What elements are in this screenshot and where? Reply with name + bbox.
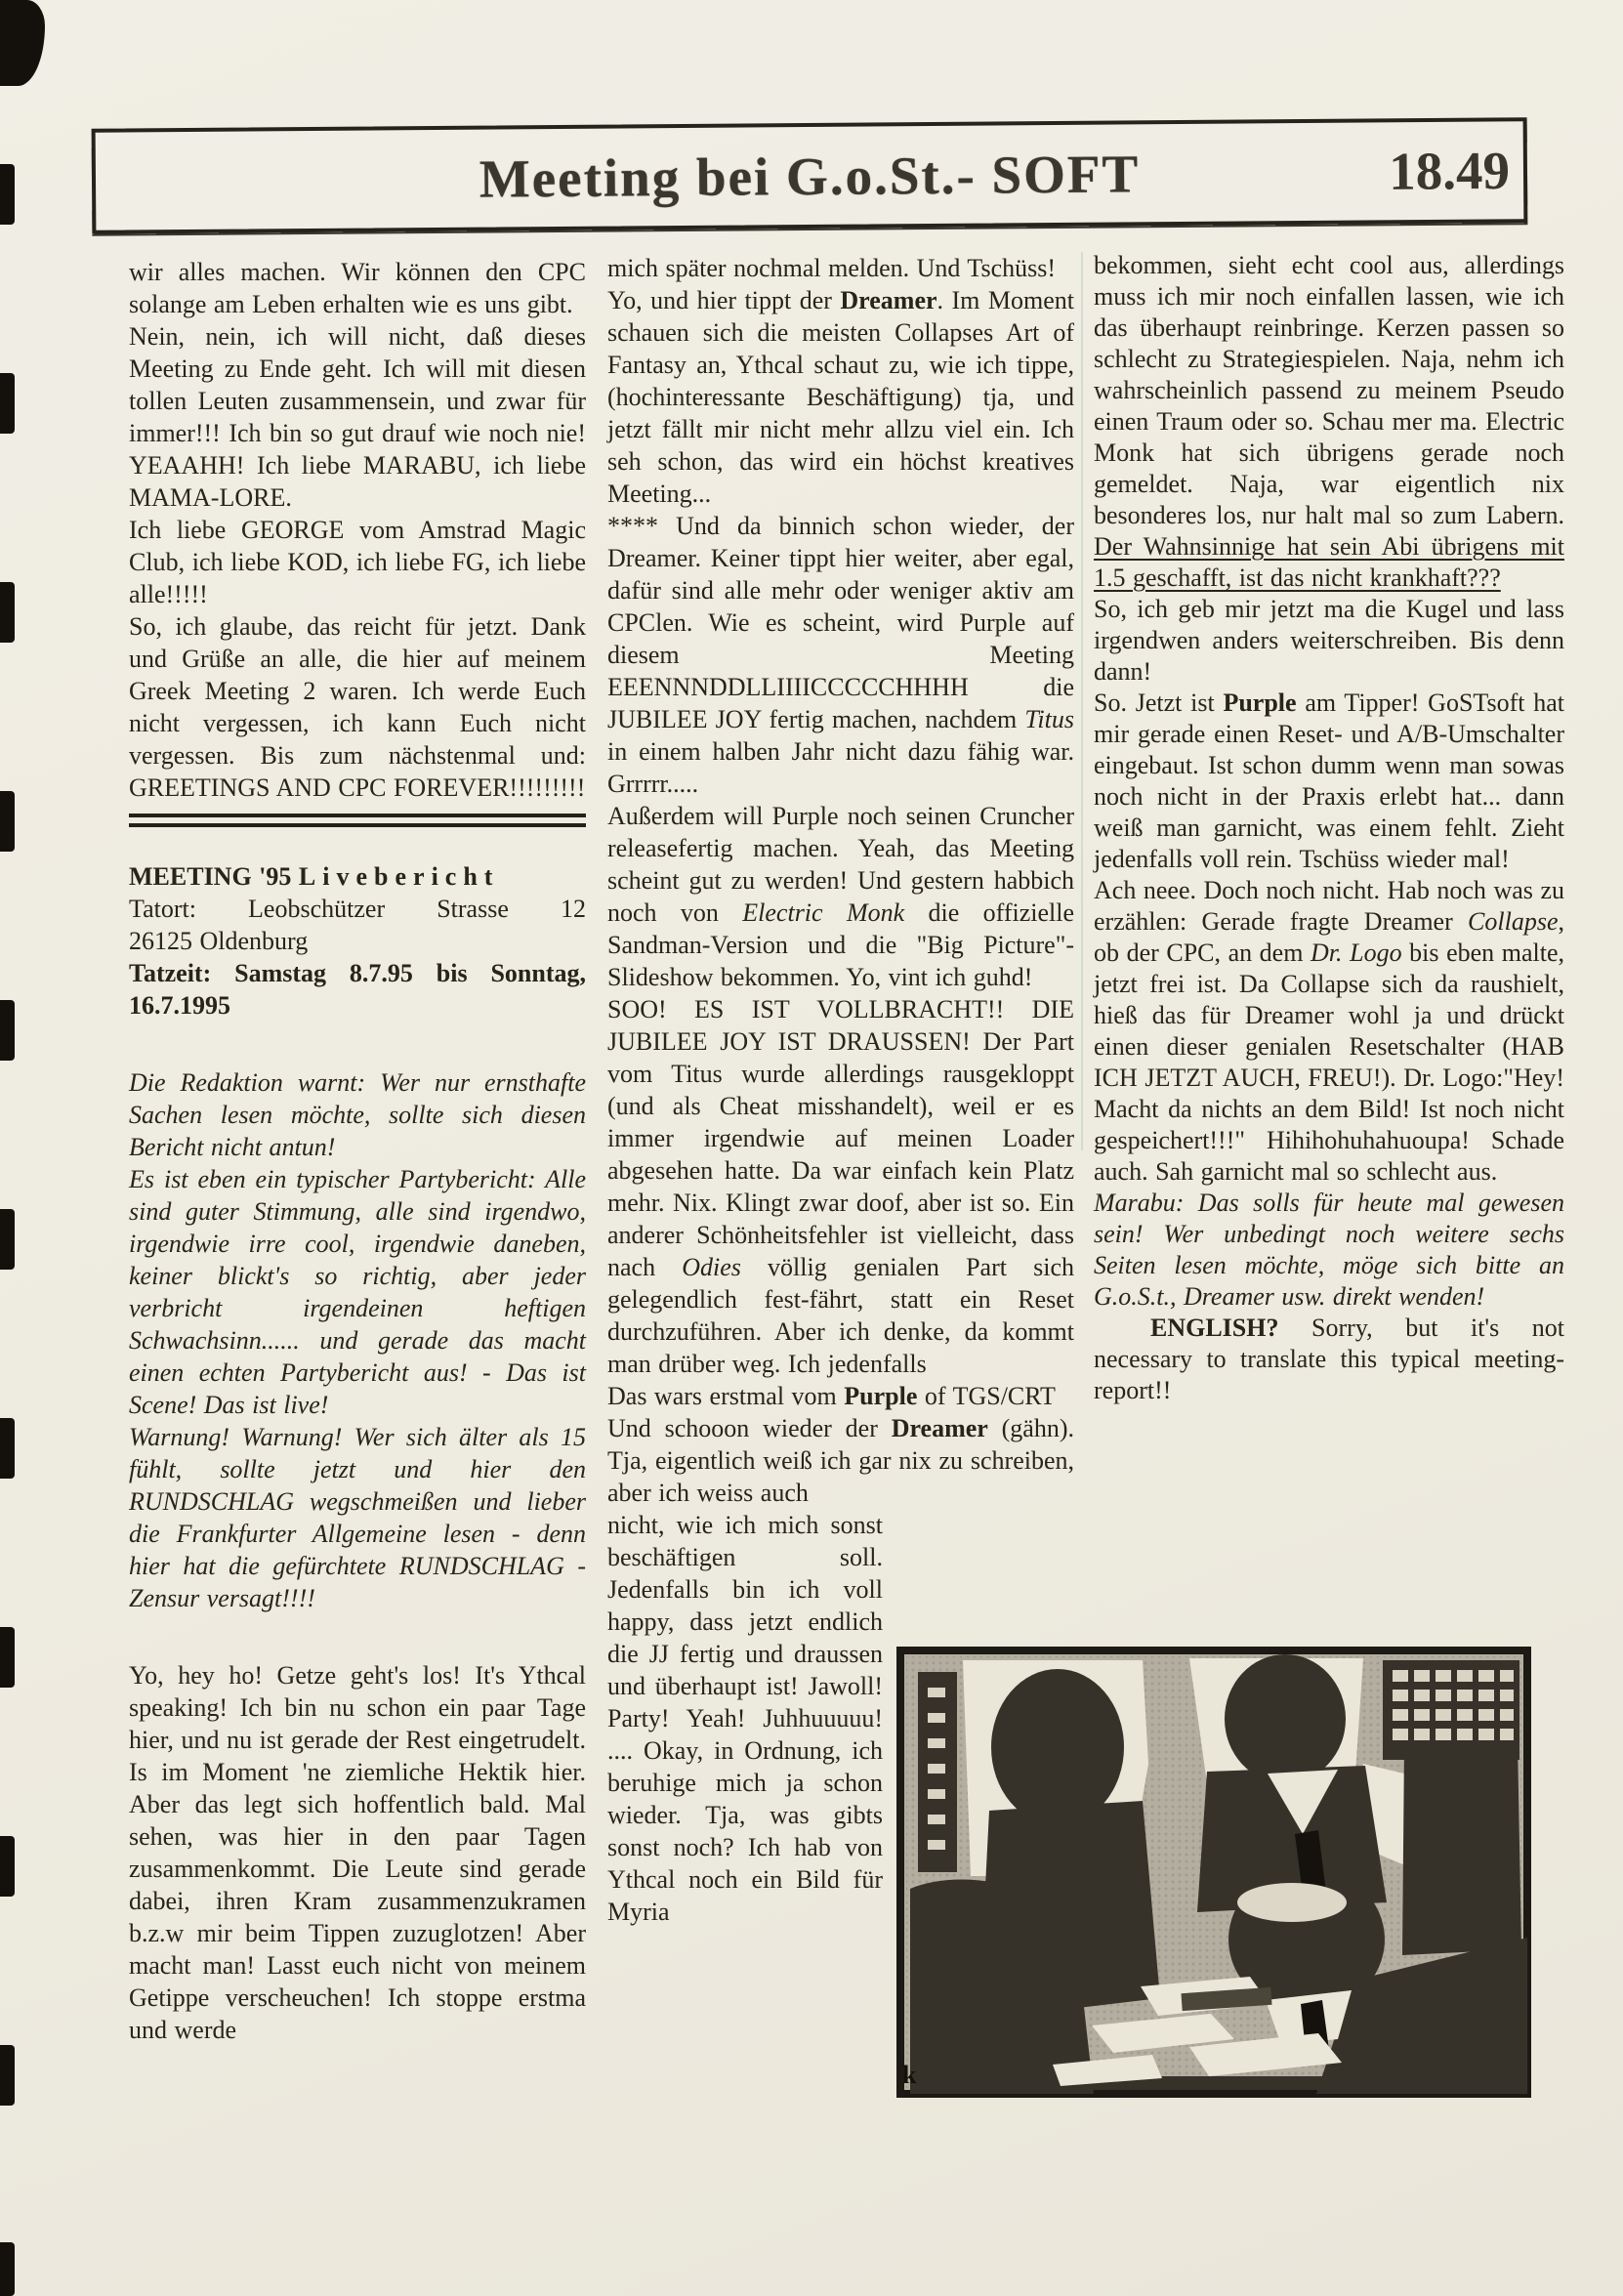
scan-mark [0,2242,15,2296]
photo-head-center [1225,1654,1346,1783]
english-note: ENGLISH? Sorry, but it's not necessary to translate this typical meeting-report!! [1094,1314,1564,1404]
spacer [129,1614,586,1659]
warnung-para: Warnung! Warnung! Wer sich älter als 15 fühlt, sollte jetzt und hier den RUNDSCHLAG wegschmeißen und lieber die Frankfurter Allgemeine lesen - denn hier hat die gefürchtete RUNDSCHLAG -Zensur versagt!!!! [129,1423,586,1612]
article-photo [896,1647,1531,2098]
tatort-city-line: 26125 Oldenburg [129,927,309,955]
text-column-3 [1094,250,1564,1406]
col2-para-1: mich später nochmal melden. Und Tschüss! [607,254,1057,282]
dreamer-again-para: **** Und da binnich schon wieder, der Dreamer. Keiner tippt hier weiter, aber egal, dafür sind alle mehr oder weniger aktiv am CPClen. Wie es scheint, wird Purple auf diesem Meeting EEENNNDDLLIIIICCCCCHHHH die JUBILEE JOY fertig machen, nachdem Titus in einem halben Jahr nicht dazu fähig war. Grrrrr..... [607,512,1074,798]
tatort-line: Tatort: Leobschützer Strasse 12 [129,895,586,923]
scan-mark [0,2045,15,2106]
scan-mark [0,1000,15,1061]
scan-mark [0,1836,15,1897]
scan-mark [0,791,15,852]
col1-para-4: So, ich glaube, das reicht für jetzt. Dank und Grüße an alle, die hier auf meinem Greek Meeting 2 waren. Ich werde Euch nicht vergessen, ich kann Euch nicht vergessen. Bis zum nächstenmal und: GREETINGS AND CPC FOREVER!!!!!!!!! [129,612,586,802]
photo-halftone-svg [896,1647,1531,2098]
tatzeit-line: Tatzeit: Samstag 8.7.95 bis Sonntag, 16.7.1995 [129,959,586,1020]
myria-bild-para: bekommen, sieht echt cool aus, allerdings muss ich mir noch einfallen lassen, wie ich das überhaupt reinbringe. Kerzen passen so schlecht zu Strategiespielen. Naja, nehm ich wahrscheinlich passend zu meinem Pseudo einen Traum oder so. Schau mer ma. Electric Monk hat sich übrigens gerade noch gemeldet. Naja, war eigentlich nix besonderes los, nur halt mal so zum Labern. Der Wahnsinnige hat sein Abi übrigens mit 1.5 geschafft, ist das nicht krankhaft??? [1094,251,1564,592]
text-column-2-full [607,252,1074,1509]
scan-mark [0,1209,15,1270]
ythcal-para: Yo, hey ho! Getze geht's los! It's Ythcal speaking! Ich bin nu schon ein paar Tage hier, und nu ist gerade der Rest eingetrudelt. Is im Moment 'ne ziemliche Hektik hier. Aber das legt sich hoffentlich bald. Mal sehen, was hier in den paar Tagen zusammenkommt. Die Leute sind gerade dabei, ihren Kram zusammenzukramen b.z.w mir beim Tippen zuzuglotzen! Aber macht man! Lasst euch nicht von meinem Getippe verscheuchen! Ich stoppe erstma und werde [129,1661,586,2044]
scan-mark [0,582,15,643]
col1-para-1: wir alles machen. Wir können den CPC solange am Leben erhalten wie es uns gibt. [129,258,586,318]
partybericht-para: Es ist eben ein typischer Partybericht: Alle sind guter Stimmung, alle sind irgendwo, irgendwie irre cool, irgendwie daneben, keiner blickt's so richtig, aber jeder verbricht irgendeinen heftigen Schwachsinn...... und gerade das macht einen echten Partybericht aus! - Das ist Scene! Das ist live! [129,1165,586,1419]
text-column-1 [129,256,586,2046]
scan-mark [0,373,15,434]
spacer [129,843,586,860]
meeting-95-heading: MEETING '95 Livebericht [129,862,500,891]
photo-head-left [991,1669,1124,1825]
scan-corner-blob [0,0,45,86]
spacer [129,1022,586,1066]
page-number: 18.49 [1388,140,1511,201]
col1-para-3: Ich liebe GEORGE vom Amstrad Magic Club, ich liebe KOD, ich liebe FG, ich liebe alle!!!!! [129,516,586,608]
dr-logo-para: Ach neee. Doch noch nicht. Hab noch was zu erzählen: Gerade fragte Dreamer Collapse, ob der CPC, an dem Dr. Logo bis eben malte, jetzt frei ist. Da Collapse sich da raushielt, hieß das für Dreamer wohl ja und drückt einen dieser genialen Resetschalter (HAB ICH JETZT AUCH, FREU!). Dr. Logo:"Hey! Macht da nichts an dem Bild! Ist noch nicht gespeichert!!!" Hihihohuhahuoupa! Schade auch. Sah garnicht mal so schlecht aus. [1094,876,1564,1186]
section-divider [129,814,586,827]
scanner-streak [1081,252,1083,1150]
scan-mark [0,164,15,225]
photo-bottom-band [910,2076,1516,2090]
purple-tipper-para: So. Jetzt ist Purple am Tipper! GoSTsoft hat mir gerade einen Reset- und A/B-Umschalter eingebaut. Ist schon dumm wenn man sowas noch nicht in der Praxis erlebt hat... dann weiß man garnicht, was einem fehlt. Zieht jedenfalls voll rein. Tschüss wieder mal! [1094,689,1564,873]
marabu-para: Marabu: Das solls für heute mal gewesen sein! Wer unbedingt noch weitere sechs Seiten lesen möchte, möge sich bitte an G.o.S.t., Dreamer usw. direkt wenden! [1094,1189,1564,1311]
photo-figure-right [1402,1740,1521,1955]
cruncher-para: Außerdem will Purple noch seinen Cruncher releasefertig machen. Yeah, das Meeting scheint gut zu werden! Und gestern habbich noch von Electric Monk die offizielle Sandman-Version und die "Big Picture"-Slideshow bekommen. Yo, vint ich guhd! [607,802,1074,991]
kugel-para: So, ich geb mir jetzt ma die Kugel und lass irgendwen anders weiterschreiben. Bis denn dann! [1094,595,1564,686]
redaktion-warning: Die Redaktion warnt: Wer nur ernsthafte Sachen lesen möchte, sollte sich diesen Bericht nicht antun! [129,1068,586,1161]
dreamer-intro-para: Yo, und hier tippt der Dreamer. Im Moment schauen sich die meisten Collapses Art of Fantasy an, Ythcal schaut zu, wie ich tippe, (hochinteressante Beschäftigung) tja, und jetzt fällt mir nicht mehr allzu viel ein. Ich seh schon, das wird ein höchst kreatives Meeting... [607,286,1074,508]
jubilee-joy-para: SOO! ES IST VOLLBRACHT!! DIE JUBILEE JOY IST DRAUSSEN! Der Part vom Titus wurde allerdings rausgekloppt (und als Cheat misshandelt), weil er es immer irgendwie auf meinen Loader abgesehen hatte. Da war einfach kein Platz mehr. Nix. Klingt zwar doof, aber ist so. Ein anderer Schönheitsfehler ist vielleicht, dass nach Odies völlig genialen Part sich gelegendlich fest-fährt, statt ein Reset durchzuführen. Aber ich denke, da kommt man drüber weg. Ich jedenfalls [607,995,1074,1378]
page-title: Meeting bei G.o.St.- SOFT [479,143,1141,209]
text-column-2-narrow [607,1509,883,1928]
dreamer-gaehn-para: Und schooon wieder der Dreamer (gähn). Tja, eigentlich weiß ich gar nix zu schreiben, aber ich weiss auch [607,1414,1074,1507]
scan-mark [0,1418,15,1479]
scan-mark [0,1627,15,1688]
photo-keyboard-grid [1383,1660,1519,1760]
article-header-box [92,117,1528,234]
col1-para-2: Nein, nein, ich will nicht, daß dieses Meeting zu Ende geht. Ich will mit diesen tollen Leuten zusammensein, und zwar für immer!!! Ich bin so gut drauf wie noch nie! YEAAHH! Ich liebe MARABU, ich liebe MAMA-LORE. [129,322,586,512]
photo-corner-mark: k [902,2061,917,2089]
purple-signoff-para: Das wars erstmal vom Purple of TGS/CRT [607,1382,1056,1410]
jj-happy-para: nicht, wie ich mich sonst beschäftigen soll. Jedenfalls bin ich voll happy, dass jetzt endlich die JJ fertig und draussen und überhaupt ist! Jawoll! Party! Yeah! Juhhuuuuu! .... Okay, in Ordnung, ich beruhige mich ja schon wieder. Tja, was gibts sonst noch? Ich hab von Ythcal noch ein Bild für Myria [607,1511,883,1926]
